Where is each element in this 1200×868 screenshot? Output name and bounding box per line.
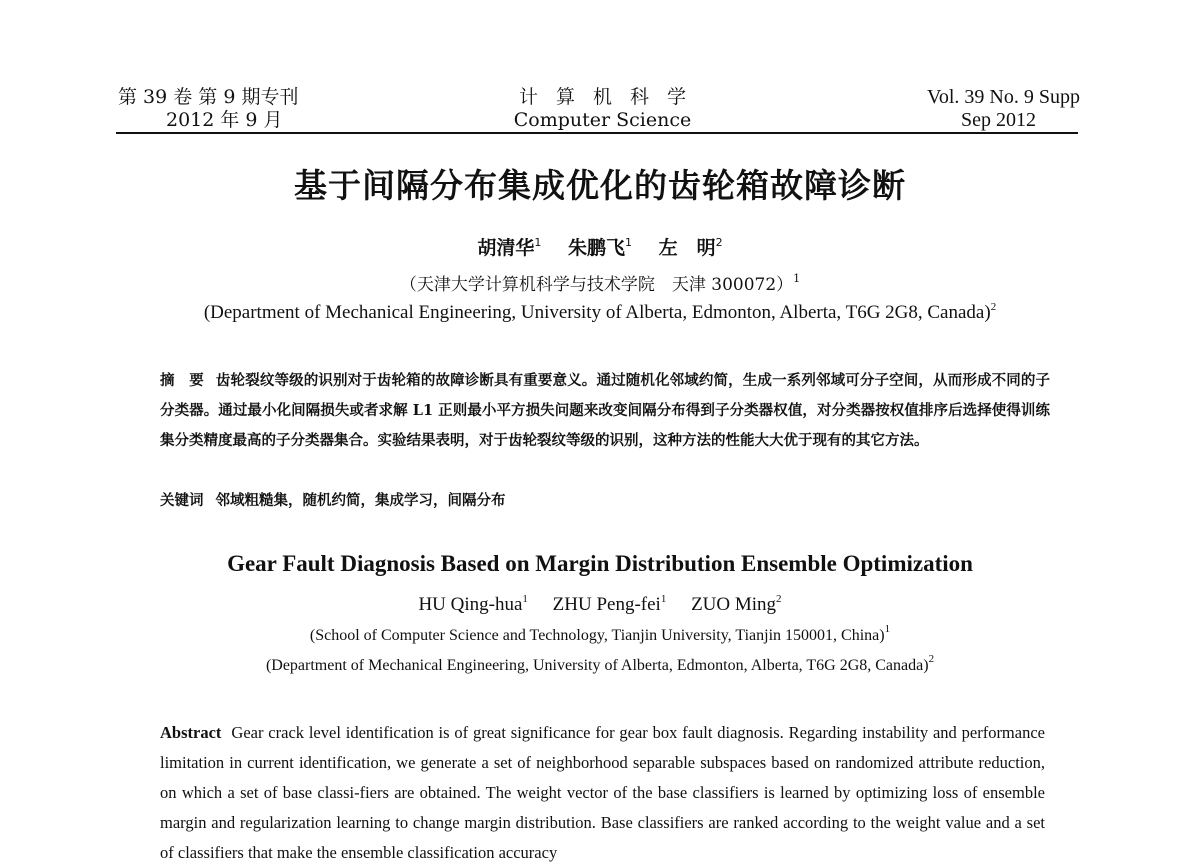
abstract-en (160, 718, 1045, 868)
journal-volume-en (880, 86, 1080, 132)
keywords-cn (160, 486, 1050, 516)
author-en-2: ZHU Peng-fei$^1$ (552, 593, 667, 615)
paper-title-cn: 基于间隔分布集成优化的齿轮箱故障诊断 (294, 166, 906, 205)
paper-title-en: Gear Fault Diagnosis Based on Margin Distribution Ensemble Optimization (227, 551, 973, 576)
volume-issue-cn: 第 39 卷 第 9 期专刊 (118, 86, 299, 108)
author-cn-2: 朱鹏飞$^1$ (567, 236, 632, 259)
header-rule (116, 132, 1078, 134)
author-cn-3: 左 明$^2$ (658, 236, 723, 259)
volume-issue-en: Vol. 39 No. 9 Supp (927, 86, 1080, 108)
journal-name (470, 86, 735, 132)
abstract-en-text: Gear crack level identification is of great significance for gear box fault diagnosis. Regarding instability and performance limitation in current identification, we generate a set of neighborhood separable subspaces based on randomized attribute reduction, on which a set of base classi-fiers are obtained. The weight vector of the base classifiers is learned by optimizing loss of ensemble margin and regularization learning to change margin distribution. Base classifiers are ranked according to the weight value and a set of classifiers that make the ensemble classification accuracy (160, 723, 1045, 862)
date-cn: 2012 年 9 月 (166, 109, 283, 131)
affiliation-en-alberta: (Department of Mechanical Engineering, University of Alberta, Edmonton, Alberta, T6G 2G8, Canada)$^2$ (265, 653, 935, 674)
abstract-cn-text: 齿轮裂纹等级的识别对于齿轮箱的故障诊断具有重要意义。通过随机化邻域约简，生成一系列邻域可分子空间，从而形成不同的子分类器。通过最小化间隔损失或者求解 L1 正则最小平方损失问题来改变间隔分布得到子分类器权值，对分类器按权值排序后选择使得训练集分类精度最高的子分类器集合。实验结果表明，对于齿轮裂纹等级的识别，这种方法的性能大大优于现有的其它方法。 (160, 372, 1051, 449)
date-en: Sep 2012 (961, 109, 1036, 131)
author-cn-1: 胡清华$^1$ (477, 236, 542, 259)
authors-en (0, 594, 1200, 616)
journal-name-cn: 计算机科学 (518, 86, 704, 108)
journal-name-en: Computer Science (513, 109, 692, 131)
affiliation-alberta-top: (Department of Mechanical Engineering, University of Alberta, Edmonton, Alberta, T6G 2G8, Canada)$^2$ (203, 301, 997, 323)
keywords-cn-label: 关键词 (160, 493, 204, 509)
authors-cn (0, 233, 1200, 260)
author-en-3: ZUO Ming$^2$ (691, 593, 782, 615)
abstract-en-label: Abstract (160, 723, 222, 742)
author-en-1: HU Qing-hua$^1$ (418, 593, 528, 615)
affiliation-cn: （天津大学计算机科学与技术学院 天津 300072）$^1$ (399, 272, 801, 295)
journal-volume-cn (118, 86, 358, 132)
abstract-cn-label: 摘 要 (160, 373, 204, 389)
abstract-cn (160, 366, 1050, 456)
keywords-cn-text: 邻域粗糙集，随机约简，集成学习，间隔分布 (215, 492, 506, 509)
affiliation-en-tianjin: (School of Computer Science and Technology, Tianjin University, Tianjin 150001, China)$^1$ (309, 623, 891, 644)
